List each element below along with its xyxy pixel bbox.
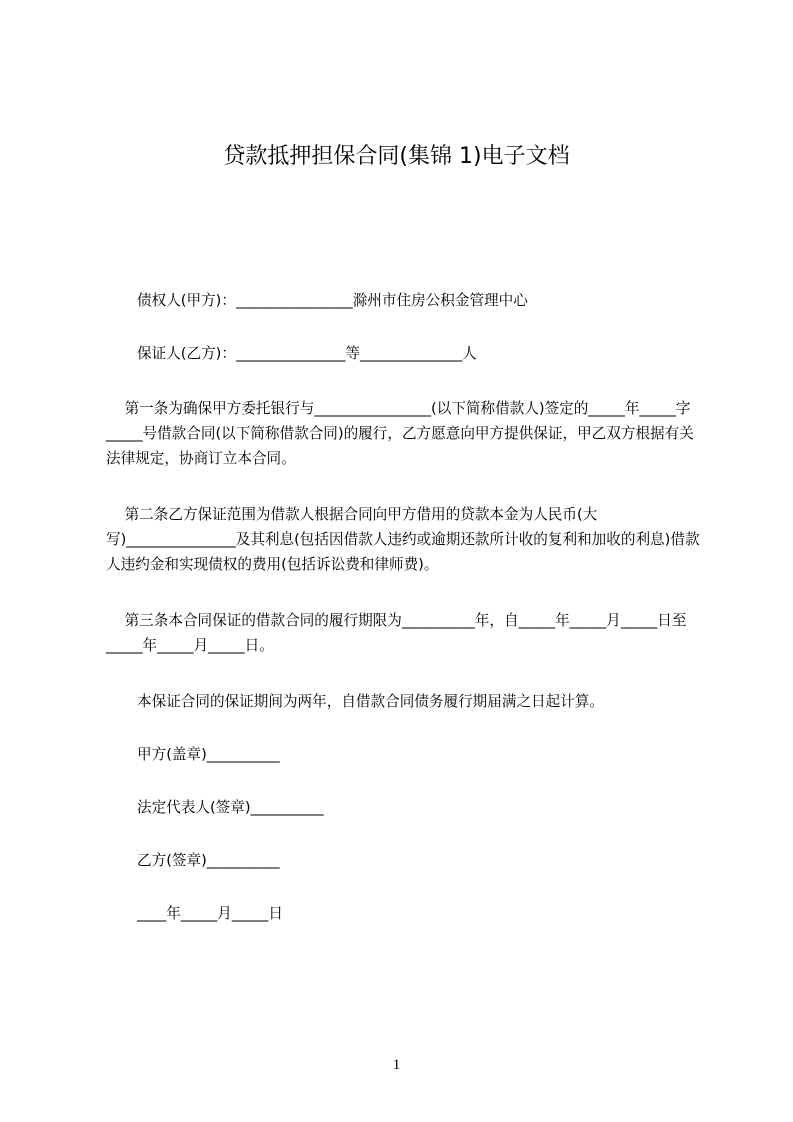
guarantor-line: 保证人(乙方)：_______________等______________人 — [137, 345, 477, 362]
party-b-seal-line: 乙方(签章)__________ — [137, 852, 280, 869]
signing-date-line: ____年_____月_____日 — [137, 905, 283, 922]
guarantee-period-paragraph: 本保证合同的保证期间为两年，自借款合同债务履行期届满之日起计算。 — [137, 693, 605, 710]
creditor-line: 债权人(甲方)：________________滁州市住房公积金管理中心 — [137, 292, 528, 309]
page-number: 1 — [392, 1057, 401, 1073]
party-a-seal-line: 甲方(盖章)__________ — [137, 746, 280, 763]
document-title: 贷款抵押担保合同(集锦 1)电子文档 — [223, 144, 570, 169]
article-1-paragraph: 第一条为确保甲方委托银行与________________(以下简称借款人)签定的_____年_____字_____号借款合同(以下简称借款合同)的履行，乙方愿意向甲方提供保证，甲乙双方根据有关法律规定，协商订立本合同。 — [106, 400, 694, 467]
legal-representative-seal-line: 法定代表人(签章)__________ — [137, 799, 324, 816]
article-2-paragraph: 第二条乙方保证范围为借款人根据合同向甲方借用的贷款本金为人民币(大写)_______________及其利息(包括因借款人违约或逾期还款所计收的复利和加收的利息)借款人违约金和实现债权的费用(包括诉讼费和律师费)。 — [106, 506, 700, 573]
article-3-paragraph: 第三条本合同保证的借款合同的履行期限为__________年，自_____年_____月_____日至_____年_____月_____日。 — [106, 612, 687, 654]
